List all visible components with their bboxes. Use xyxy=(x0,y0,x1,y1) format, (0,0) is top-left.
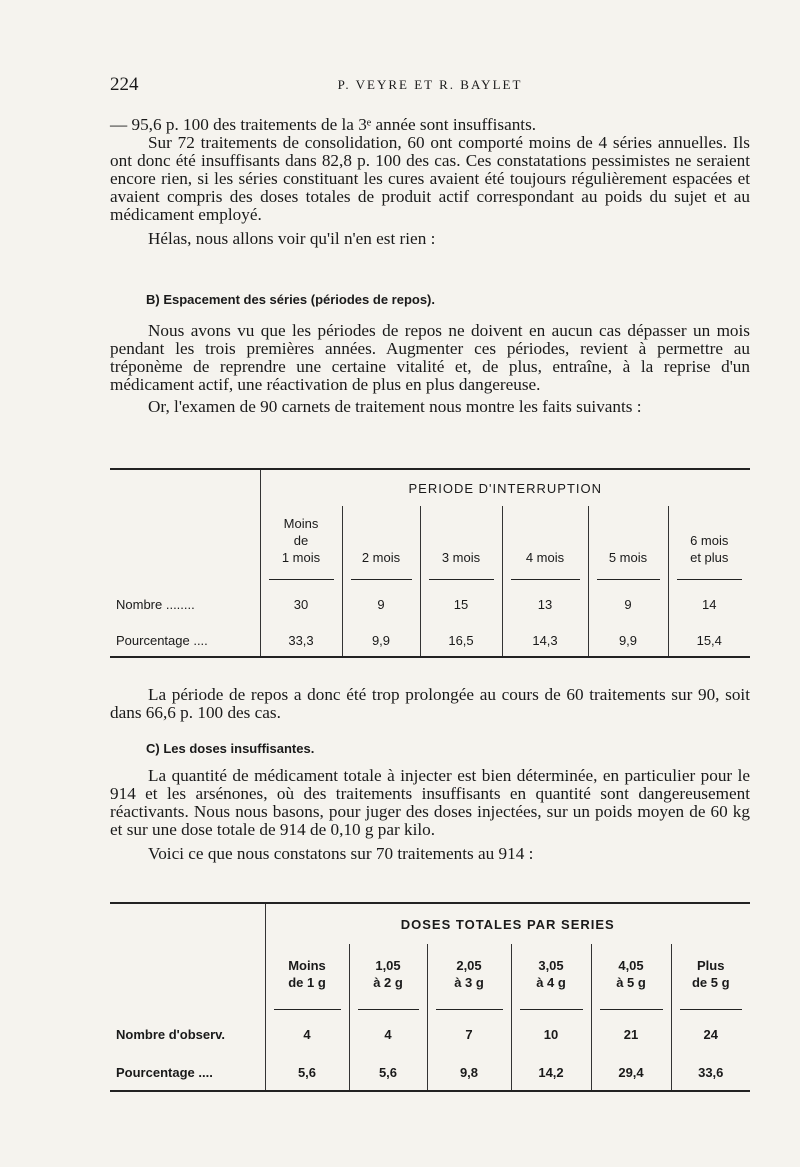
column-header-line: Moins xyxy=(283,515,319,531)
column-header-line: 1 mois xyxy=(281,549,321,565)
table-cell: 14,2 xyxy=(511,1054,591,1091)
table-row xyxy=(110,624,750,657)
table-cell: 4 xyxy=(349,1014,427,1054)
table-cell: 7 xyxy=(427,1014,511,1054)
table-cell: 14,3 xyxy=(502,624,588,657)
column-header xyxy=(349,944,427,1004)
column-header-line: 4 mois xyxy=(525,549,565,565)
column-header-line xyxy=(589,515,668,532)
table-title: PERIODE D'INTERRUPTION xyxy=(260,469,750,506)
table-cell: 24 xyxy=(671,1014,750,1054)
paragraph: Sur 72 traitements de consolidation, 60 ont comporté moins de 4 séries annuelles. Ils ont donc été insuffisants dans 82,8 p. 100 des cas. Ces constatations pessimistes ne seraient encore rien, si les séries constituant les cures avaient été toujours régulièrement espacées et avaient compris des doses totales de produit actif correspondant au poids du sujet et au médicament employé. xyxy=(110,133,750,224)
column-header-line: 1,05 xyxy=(375,958,401,973)
column-header-line: Moins xyxy=(288,958,326,973)
row-label: Pourcentage .... xyxy=(116,632,208,648)
column-header-line xyxy=(421,515,502,532)
table-cell: 9,9 xyxy=(342,624,420,657)
column-header xyxy=(668,506,750,574)
column-header xyxy=(511,944,591,1004)
column-header xyxy=(265,944,349,1004)
table-cell: 33,6 xyxy=(671,1054,750,1091)
paragraph: Hélas, nous allons voir qu'il n'en est rien : xyxy=(148,229,436,248)
column-header-line: à 3 g xyxy=(454,975,484,990)
column-header-line xyxy=(343,515,420,532)
column-header xyxy=(502,506,588,574)
paragraph: — 95,6 p. 100 des traitements de la 3ᵉ année sont insuffisants. xyxy=(110,115,537,134)
column-header-line: de 1 g xyxy=(288,975,326,990)
column-header-line: à 2 g xyxy=(373,975,403,990)
column-header xyxy=(260,506,342,574)
column-header-line xyxy=(343,532,420,549)
paragraph: La période de repos a donc été trop prolongée au cours de 60 traitements sur 90, soit dans 66,6 p. 100 des cas. xyxy=(110,685,750,722)
table-cell: 29,4 xyxy=(591,1054,671,1091)
table-cell: 5,6 xyxy=(265,1054,349,1091)
table-row xyxy=(110,584,750,624)
column-header xyxy=(671,944,750,1004)
column-header-line xyxy=(589,532,668,549)
column-header-line xyxy=(421,532,502,549)
table-cell: 9 xyxy=(342,584,420,624)
column-header-line: 6 mois xyxy=(690,532,729,548)
table-row xyxy=(110,1014,750,1054)
column-header-line: Plus xyxy=(697,958,725,973)
table-cell: 16,5 xyxy=(420,624,502,657)
column-header-line: à 4 g xyxy=(536,975,566,990)
column-header-line xyxy=(503,532,588,549)
column-header-line: 2,05 xyxy=(456,958,482,973)
page-header xyxy=(110,74,750,98)
column-header xyxy=(342,506,420,574)
column-header-line: 5 mois xyxy=(608,549,648,565)
column-header-line: 3,05 xyxy=(538,958,564,973)
column-header xyxy=(588,506,668,574)
page-number: 224 xyxy=(110,74,139,95)
paragraph-block-1 xyxy=(110,116,750,248)
column-header-line: de 5 g xyxy=(691,975,730,990)
row-label: Nombre ........ xyxy=(116,596,195,612)
table-cell: 5,6 xyxy=(349,1054,427,1091)
column-header-line: de xyxy=(293,532,309,548)
table-cell: 15 xyxy=(420,584,502,624)
paragraph: Nous avons vu que les périodes de repos ne doivent en aucun cas dépasser un mois pendant les trois premières années. Augmenter ces périodes, revient à permettre au tréponème de reprendre une certaine vitalité et, de plus, entraîne, à la reprise d'un médicament actif, une réactivation de plus en plus dangereuse. xyxy=(110,321,750,394)
paragraph: Or, l'examen de 90 carnets de traitement nous montre les faits suivants : xyxy=(148,397,642,416)
table-cell: 13 xyxy=(502,584,588,624)
column-header-line: 4,05 xyxy=(618,958,644,973)
column-header-line: 2 mois xyxy=(361,549,401,565)
table-row xyxy=(110,1054,750,1091)
table-title: DOSES TOTALES PAR SERIES xyxy=(265,903,750,944)
table-cell: 9,8 xyxy=(427,1054,511,1091)
row-label: Nombre d'observ. xyxy=(116,1026,226,1042)
table-cell: 9,9 xyxy=(588,624,668,657)
table-cell: 30 xyxy=(260,584,342,624)
column-header-line xyxy=(503,515,588,532)
column-header-line: et plus xyxy=(690,549,729,565)
section-heading-c: C) Les doses insuffisantes. xyxy=(146,741,315,756)
interruption-table xyxy=(110,468,750,658)
paragraph-block-4 xyxy=(110,767,750,863)
table-cell: 33,3 xyxy=(260,624,342,657)
paragraph-block-3 xyxy=(110,686,750,722)
table-cell: 4 xyxy=(265,1014,349,1054)
section-heading-b: B) Espacement des séries (périodes de repos). xyxy=(146,292,435,307)
table-cell: 10 xyxy=(511,1014,591,1054)
column-header-line: à 5 g xyxy=(616,975,646,990)
table-cell: 9 xyxy=(588,584,668,624)
table-cell: 14 xyxy=(668,584,750,624)
row-label: Pourcentage .... xyxy=(116,1064,213,1080)
column-header xyxy=(591,944,671,1004)
column-header-line: 3 mois xyxy=(441,549,481,565)
doses-table xyxy=(110,902,750,1092)
table-cell: 15,4 xyxy=(668,624,750,657)
column-header xyxy=(427,944,511,1004)
paragraph: La quantité de médicament totale à injecter est bien déterminée, en particulier pour le 914 et les arsénones, où des traitements insuffisants en quantité sont dangereusement réactivants. Nous nous basons, pour juger des doses injectées, sur un poids moyen de 60 kg et sur une dose totale de 914 de 0,10 g par kilo. xyxy=(110,766,750,839)
paragraph: Voici ce que nous constatons sur 70 traitements au 914 : xyxy=(148,844,534,863)
table-cell: 21 xyxy=(591,1014,671,1054)
column-header-line xyxy=(669,515,751,532)
running-head: P. VEYRE ET R. BAYLET xyxy=(337,77,523,92)
paragraph-block-2 xyxy=(110,322,750,416)
column-header xyxy=(420,506,502,574)
